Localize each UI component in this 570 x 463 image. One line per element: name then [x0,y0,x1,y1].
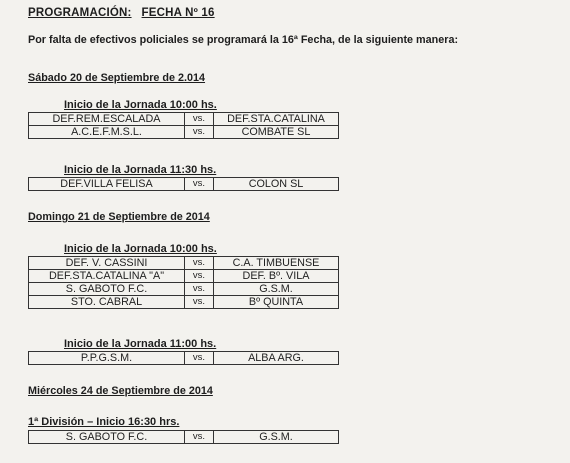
table-row [29,113,339,126]
fixture-table-sabado-1000 [28,112,339,139]
table-row [29,431,339,444]
title-fecha: FECHA Nº 16 [141,7,215,19]
table-row [29,126,339,139]
home-team: S. GABOTO F.C. [29,431,185,444]
vs-label: vs. [185,431,214,444]
away-team: COMBATE SL [214,126,339,139]
away-team: G.S.M. [214,283,339,296]
fixture-table-domingo-1100 [28,351,339,365]
date-heading-miercoles: Miércoles 24 de Septiembre de 2014 [28,385,213,397]
vs-label: vs. [185,126,214,139]
table-row [29,257,339,270]
away-team: DEF. Bº. VILA [214,270,339,283]
block-heading-domingo-1000: Inicio de la Jornada 10:00 hs. [64,243,217,255]
home-team: DEF.STA.CATALINA "A" [29,270,185,283]
vs-label: vs. [185,113,214,126]
block-heading-sabado-1130: Inicio de la Jornada 11:30 hs. [64,164,217,176]
home-team: A.C.E.F.M.S.L. [29,126,185,139]
vs-label: vs. [185,283,214,296]
block-heading-domingo-1100: Inicio de la Jornada 11:00 hs. [64,338,217,350]
table-row [29,283,339,296]
home-team: P.P.G.S.M. [29,352,185,365]
table-row [29,270,339,283]
vs-label: vs. [185,296,214,309]
fixture-table-sabado-1130 [28,177,339,191]
block-heading-miercoles-1630: 1ª División – Inicio 16:30 hrs. [28,416,180,428]
block-heading-sabado-1000: Inicio de la Jornada 10:00 hs. [64,99,217,111]
away-team: G.S.M. [214,431,339,444]
home-team: DEF.VILLA FELISA [29,178,185,191]
document-title [28,7,215,19]
vs-label: vs. [185,270,214,283]
away-team: COLON SL [214,178,339,191]
away-team: Bº QUINTA [214,296,339,309]
away-team: DEF.STA.CATALINA [214,113,339,126]
table-row [29,296,339,309]
home-team: DEF. V. CASSINI [29,257,185,270]
date-heading-domingo: Domingo 21 de Septiembre de 2014 [28,211,210,223]
date-heading-sabado: Sábado 20 de Septiembre de 2.014 [28,72,206,84]
home-team: STO. CABRAL [29,296,185,309]
vs-label: vs. [185,178,214,191]
table-row [29,178,339,191]
away-team: C.A. TIMBUENSE [214,257,339,270]
intro-paragraph: Por falta de efectivos policiales se programará la 16ª Fecha, de la siguiente manera: [28,34,459,46]
table-row [29,352,339,365]
vs-label: vs. [185,352,214,365]
vs-label: vs. [185,257,214,270]
home-team: DEF.REM.ESCALADA [29,113,185,126]
home-team: S. GABOTO F.C. [29,283,185,296]
fixture-table-miercoles-1630 [28,430,339,444]
away-team: ALBA ARG. [214,352,339,365]
fixture-table-domingo-1000 [28,256,339,309]
title-programacion: PROGRAMACIÓN: [28,7,132,19]
